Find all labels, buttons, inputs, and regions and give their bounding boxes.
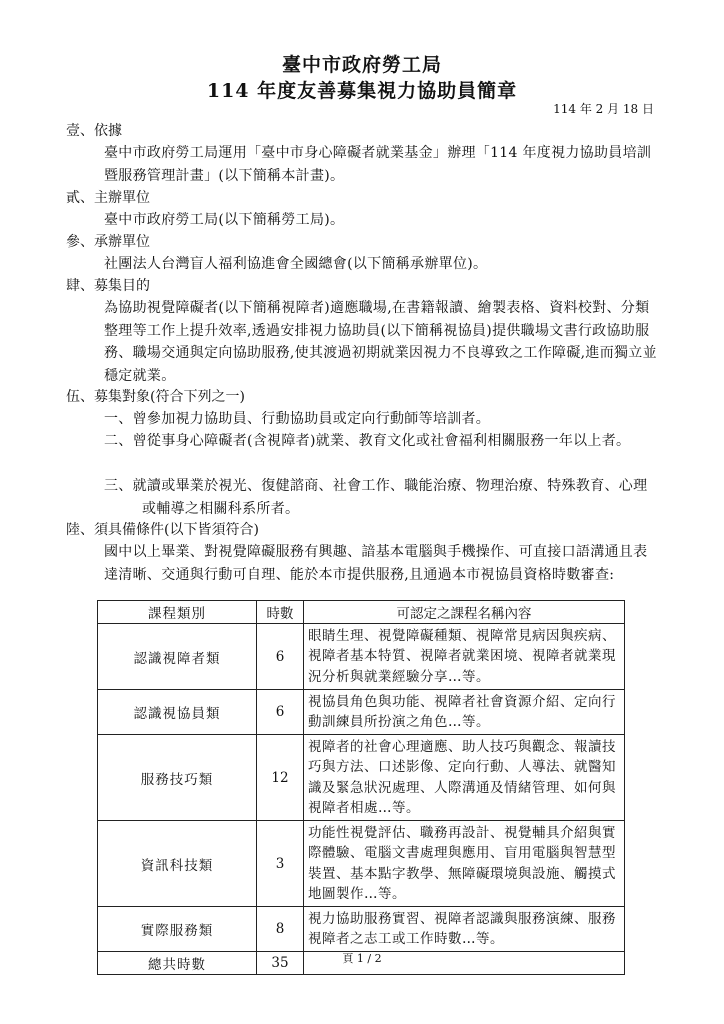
row-content: 視障者的社會心理適應、助人技巧與觀念、報讀技巧與方法、口述影像、定向行動、人導法、就醫知識及緊急狀況處理、人際溝通及情緒管理、如何與視障者相處…等。: [304, 735, 625, 821]
target-item-1: 一、曾參加視力協助員、行動協助員或定向行動師等培訓者。: [104, 411, 491, 427]
table-row: [98, 690, 625, 735]
row-content: 視力協助服務實習、視障者認識與服務演練、服務視障者之志工或工作時數…等。: [304, 907, 625, 952]
section-body-requirements: 國中以上畢業、對視覺障礙服務有興趣、諳基本電腦與手機操作、可直接口語溝通且表達清晰、交通與行動可自理、能於本市提供服務,且通過本市視協員資格時數審查:: [104, 544, 648, 583]
total-hours: 35: [257, 952, 304, 975]
row-hours: 3: [257, 821, 304, 907]
section-body-contractor: 社團法人台灣盲人福利協進會全國總會(以下簡稱承辦單位)。: [104, 256, 488, 272]
section-heading-organizer: 貳、主辦單位: [66, 190, 150, 206]
header-content: 可認定之課程名稱內容: [304, 601, 625, 624]
row-content: 視協員角色與功能、視障者社會資源介紹、定向行動訓練員所扮演之角色…等。: [304, 690, 625, 735]
section-heading-purpose: 肆、募集目的: [66, 278, 150, 294]
course-hours-table: [97, 600, 625, 975]
section-heading-contractor: 參、承辦單位: [66, 234, 150, 250]
table-row: [98, 735, 625, 821]
table-row: [98, 624, 625, 690]
page-number: 頁 1 / 2: [342, 952, 382, 965]
section-heading-requirements: 陸、須具備條件(以下皆須符合): [66, 522, 259, 538]
row-category: 資訊科技類: [98, 821, 257, 907]
org-title: 臺中市政府勞工局: [281, 54, 442, 76]
row-content: 眼睛生理、視覺障礙種類、視障常見病因與疾病、視障者基本特質、視障者就業困境、視障者就業現況分析與就業經驗分享…等。: [304, 624, 625, 690]
table-header-row: [98, 601, 625, 624]
document-title: 114 年度友善募集視力協助員簡章: [206, 80, 518, 102]
row-category: 服務技巧類: [98, 735, 257, 821]
table-row: [98, 821, 625, 907]
header-hours: 時數: [257, 601, 304, 624]
target-item-2: 二、曾從事身心障礙者(含視障者)就業、教育文化或社會福利相關服務一年以上者。: [104, 433, 631, 449]
row-hours: 6: [257, 690, 304, 735]
section-heading-targets: 伍、募集對象(符合下列之一): [66, 389, 245, 405]
row-category: 認識視障者類: [98, 624, 257, 690]
total-label: 總共時數: [98, 952, 257, 975]
target-item-3: 三、就讀或畢業於視光、復健諮商、社會工作、職能治療、物理治療、特殊教育、心理或輔導之相關科系所者。: [104, 478, 648, 517]
section-body-organizer: 臺中市政府勞工局(以下簡稱勞工局)。: [104, 212, 345, 228]
section-heading-basis: 壹、依據: [66, 123, 122, 139]
row-category: 認識視協員類: [98, 690, 257, 735]
row-hours: 12: [257, 735, 304, 821]
section-body-basis: 臺中市政府勞工局運用「臺中市身心障礙者就業基金」辦理「114 年度視力協助員培訓暨服務管理計畫」(以下簡稱本計畫)。: [104, 145, 652, 184]
row-category: 實際服務類: [98, 907, 257, 952]
document-date: 114 年 2 月 18 日: [553, 102, 654, 116]
row-hours: 6: [257, 624, 304, 690]
row-content: 功能性視覺評估、職務再設計、視覺輔具介紹與實際體驗、電腦文書處理與應用、盲用電腦與智慧型裝置、基本點字教學、無障礙環境與設施、觸摸式地圖製作…等。: [304, 821, 625, 907]
header-category: 課程類別: [98, 601, 257, 624]
table-row: [98, 907, 625, 952]
row-hours: 8: [257, 907, 304, 952]
section-body-purpose: 為協助視覺障礙者(以下簡稱視障者)適應職場,在書籍報讀、繪製表格、資料校對、分類整理等工作上提升效率,透過安排視力協助員(以下簡稱視協員)提供職場文書行政協助服務、職場交通與定向協助服務,使其渡過初期就業因視力不良導致之工作障礙,進而獨立並穩定就業。: [104, 300, 657, 384]
